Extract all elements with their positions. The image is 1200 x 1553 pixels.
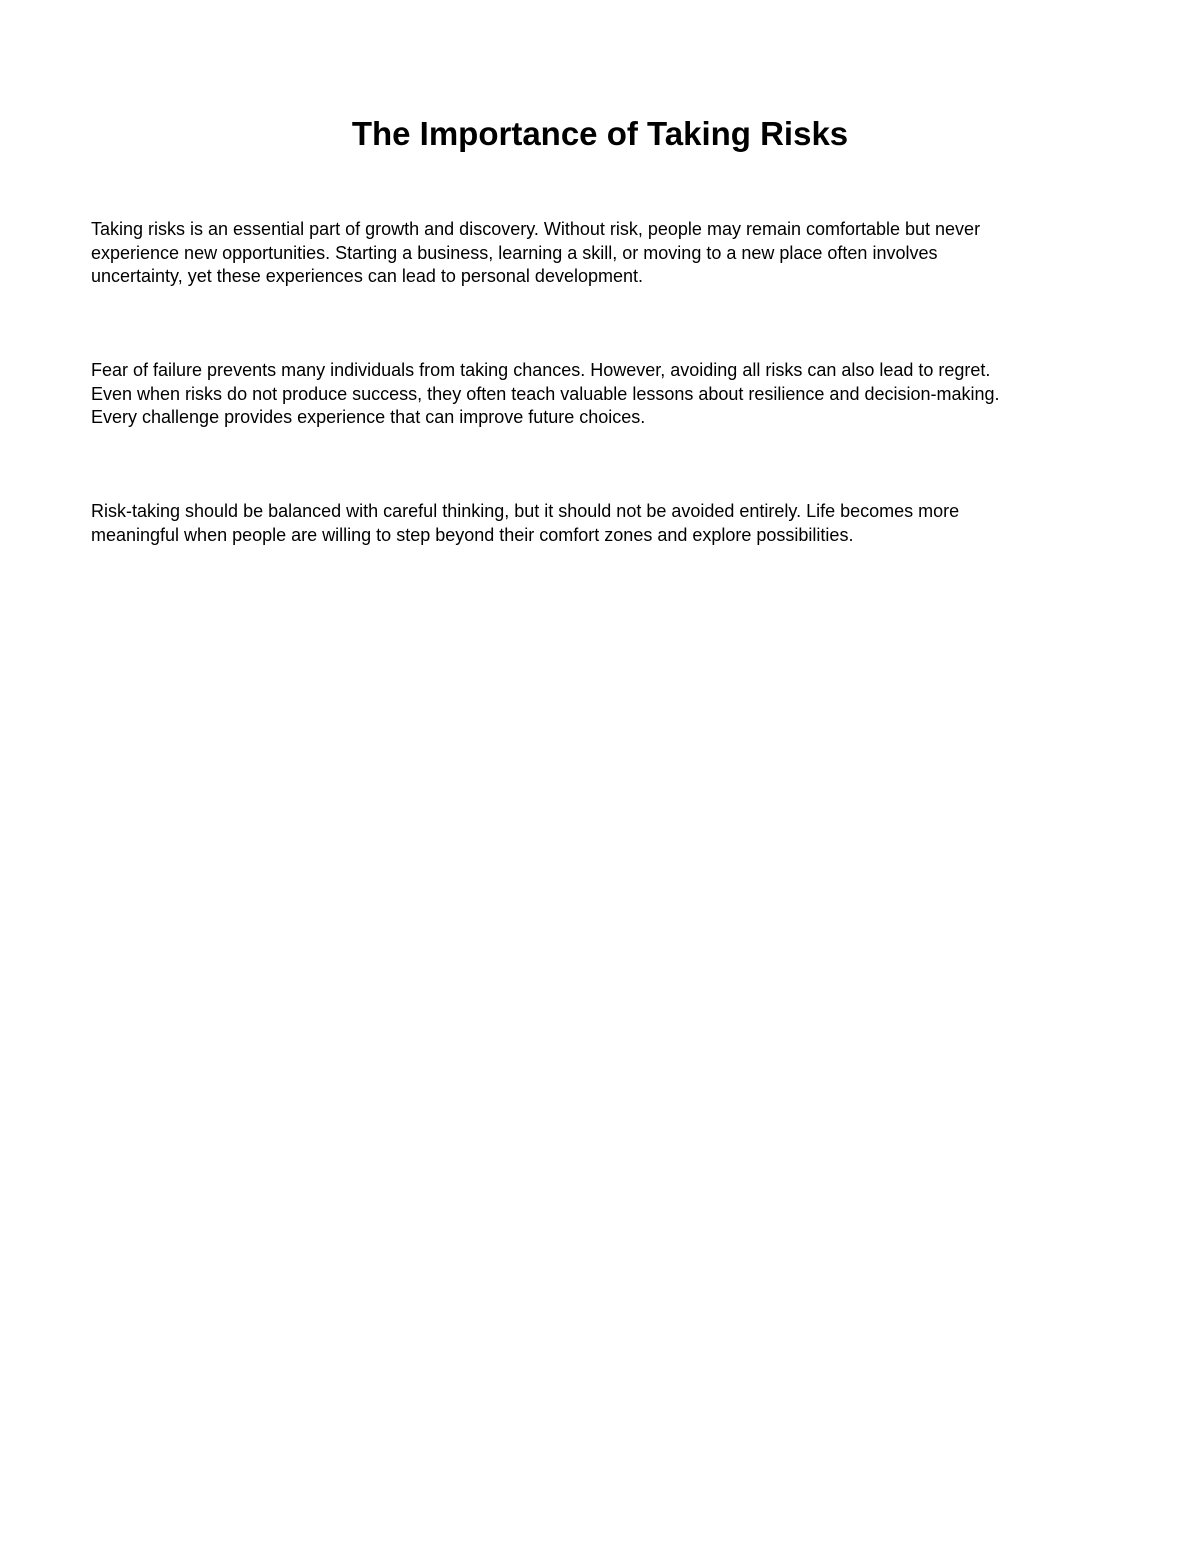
paragraph-3	[91, 500, 1101, 547]
paragraph-line: Fear of failure prevents many individuals from taking chances. However, avoiding all risks can also lead to regret.	[91, 360, 991, 380]
paragraph-1	[91, 218, 1101, 289]
paragraph-line: Risk-taking should be balanced with careful thinking, but it should not be avoided entirely. Life becomes more	[91, 501, 960, 521]
document-title: The Importance of Taking Risks	[351, 115, 849, 152]
paragraph-line: Taking risks is an essential part of growth and discovery. Without risk, people may remain comfortable but never	[91, 219, 981, 239]
paragraph-2	[91, 359, 1101, 430]
paragraph-line: meaningful when people are willing to step beyond their comfort zones and explore possibilities.	[91, 524, 854, 545]
paragraph-line: experience new opportunities. Starting a business, learning a skill, or moving to a new place often involves	[91, 242, 938, 263]
paragraph-line: Even when risks do not produce success, they often teach valuable lessons about resilience and decision-making.	[91, 383, 1000, 404]
paragraph-line: uncertainty, yet these experiences can lead to personal development.	[91, 266, 644, 286]
paragraph-line: Every challenge provides experience that can improve future choices.	[91, 407, 646, 427]
